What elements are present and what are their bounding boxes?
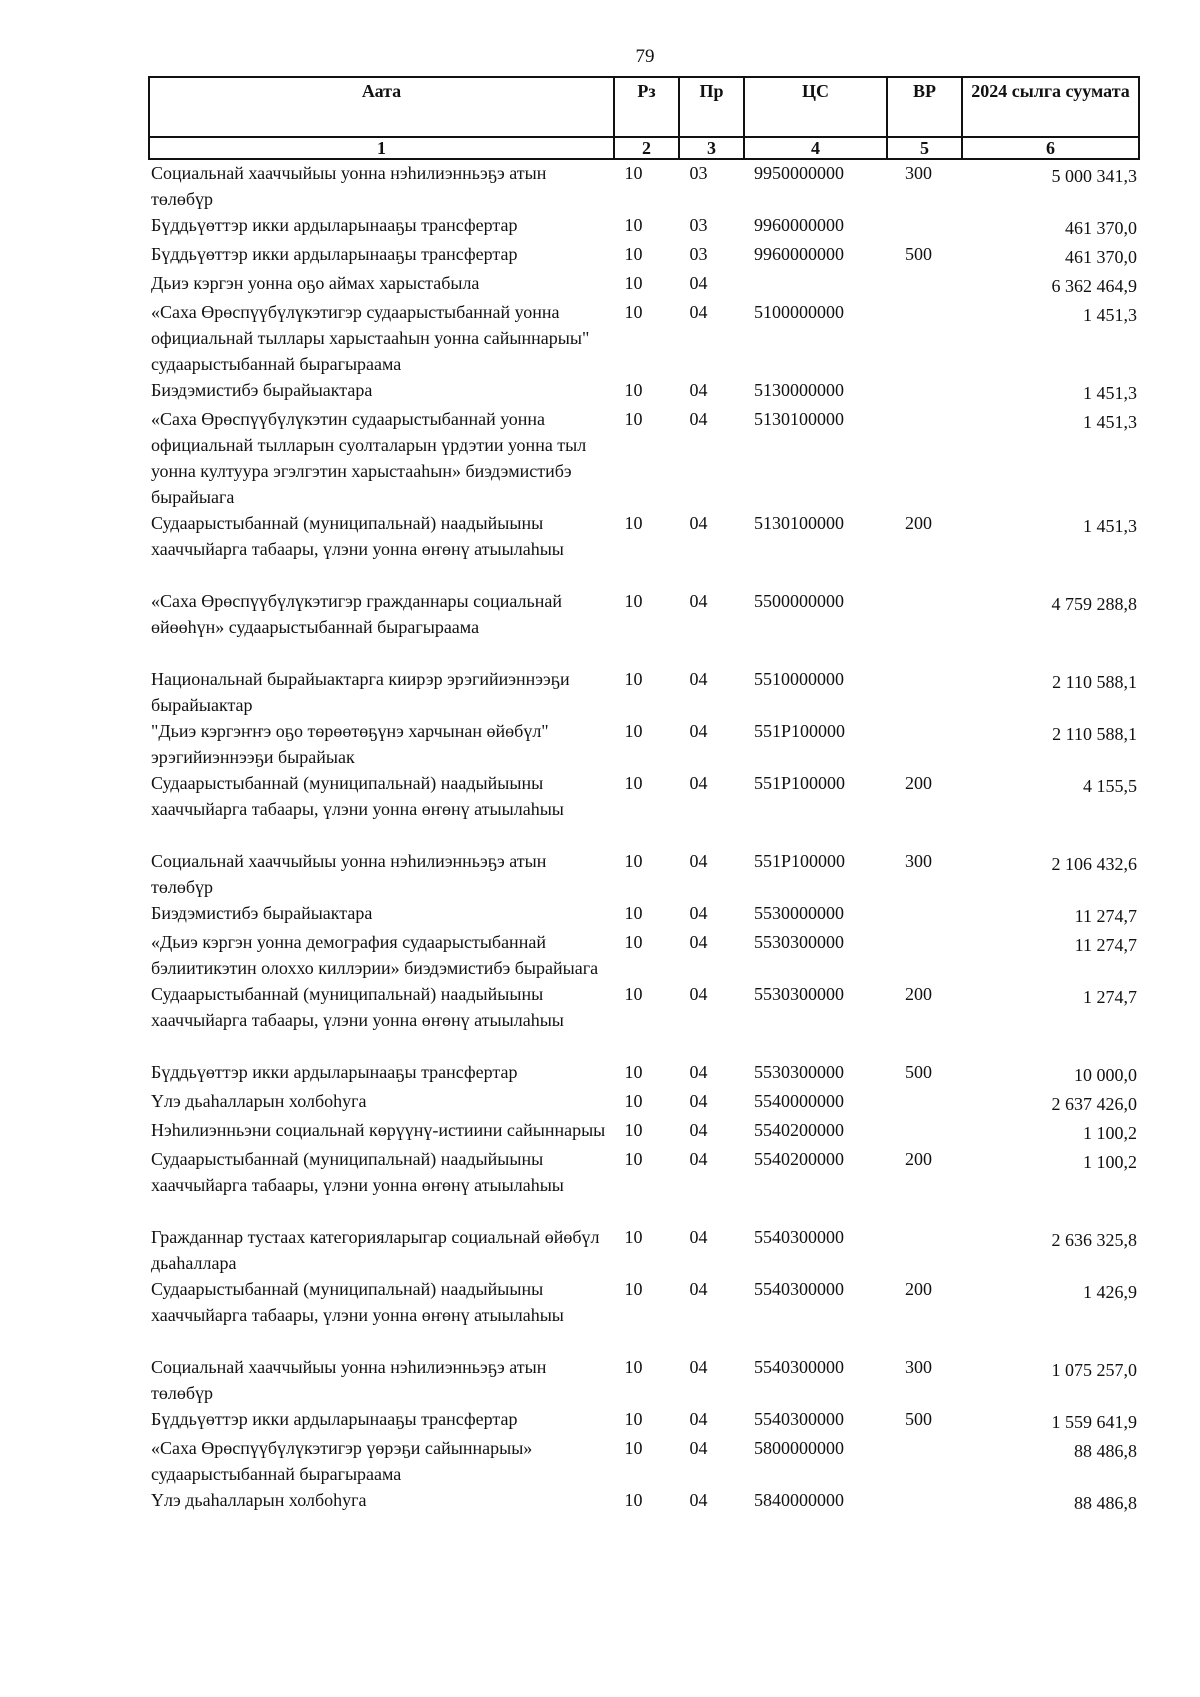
row-rz: 10 [624,215,643,235]
table-row [149,666,1139,718]
row-vr [887,1435,962,1487]
row-cs: 5130100000 [754,513,844,533]
row-cs: 5510000000 [754,669,844,689]
row-vr: 200 [905,1149,932,1169]
table-row [149,1224,1139,1276]
row-cs: 5540300000 [754,1409,844,1429]
row-pr: 04 [689,513,708,533]
column-number: 2 [614,137,679,159]
row-sum: 2 110 588,1 [1052,672,1137,692]
row-rz: 10 [624,302,643,322]
row-sum: 461 370,0 [1065,218,1137,238]
row-vr: 500 [905,244,932,264]
row-cs: 551Р100000 [754,721,846,741]
row-sum: 1 100,2 [1083,1152,1137,1172]
row-rz: 10 [624,773,643,793]
row-sum: 11 274,7 [1074,906,1137,926]
table-row [149,770,1139,848]
row-name: «Саха Өрөспүүбүлүкэтигэр судаарыстыбаннай уонна официальнай тыллары харыстааһын уонна сайыннарыы" судаарыстыбаннай бырагыраама [151,302,590,374]
row-cs: 5540000000 [754,1091,844,1111]
row-sum: 4 759 288,8 [1051,594,1137,614]
row-cs: 9950000000 [754,163,844,183]
table-row [149,1146,1139,1224]
column-number: 6 [962,137,1139,159]
row-cs: 5840000000 [754,1490,844,1510]
table-row [149,1117,1139,1146]
table-row [149,1406,1139,1435]
table-row [149,1487,1139,1516]
row-sum: 1 075 257,0 [1051,1360,1137,1380]
row-cs: 5540300000 [754,1357,844,1377]
row-name: Бүддьүөттэр икки ардыларынааҕы трансфертар [151,244,518,264]
row-rz: 10 [624,591,643,611]
row-pr: 04 [689,1438,708,1458]
row-rz: 10 [624,669,643,689]
row-sum: 88 486,8 [1074,1441,1137,1461]
row-sum: 6 362 464,9 [1051,276,1137,296]
row-cs: 5540300000 [754,1227,844,1247]
row-name: Бүддьүөттэр икки ардыларынааҕы трансфертар [151,1409,518,1429]
row-cs: 5540200000 [754,1149,844,1169]
row-rz: 10 [624,903,643,923]
row-vr [887,900,962,929]
row-pr: 03 [689,163,708,183]
row-pr: 03 [689,244,708,264]
row-cs: 551Р100000 [754,773,846,793]
table-row [149,1435,1139,1487]
row-rz: 10 [624,984,643,1004]
row-pr: 04 [689,591,708,611]
row-pr: 04 [689,903,708,923]
row-pr: 04 [689,1120,708,1140]
row-vr [887,666,962,718]
table-row [149,848,1139,900]
header-pr: Пр [679,77,744,137]
table-row [149,588,1139,666]
header-row [149,77,1139,137]
table-row [149,159,1139,212]
table-row [149,406,1139,510]
header-rz: Рз [614,77,679,137]
header-name: Аата [149,77,614,137]
row-name: Социальнай хааччыйыы уонна нэһилиэнньэҕэ атын төлөбүр [151,851,547,897]
column-number: 3 [679,137,744,159]
row-rz: 10 [624,1091,643,1111]
row-pr: 04 [689,1357,708,1377]
row-rz: 10 [624,163,643,183]
row-rz: 10 [624,1120,643,1140]
row-pr: 04 [689,721,708,741]
row-sum: 1 274,7 [1083,987,1137,1007]
row-sum: 1 426,9 [1083,1282,1137,1302]
header-vr: ВР [887,77,962,137]
row-rz: 10 [624,721,643,741]
row-sum: 88 486,8 [1074,1493,1137,1513]
table-row [149,510,1139,588]
row-pr: 04 [689,669,708,689]
row-vr: 500 [905,1062,932,1082]
row-sum: 1 451,3 [1083,383,1137,403]
row-cs: 551Р100000 [754,851,846,871]
row-rz: 10 [624,244,643,264]
row-cs: 5530300000 [754,984,844,1004]
table-row [149,929,1139,981]
row-name: Социальнай хааччыйыы уонна нэһилиэнньэҕэ атын төлөбүр [151,1357,547,1403]
row-cs: 9960000000 [754,215,844,235]
row-name: Судаарыстыбаннай (муниципальнай) наадыйыыны хааччыйарга табаары, үлэни уонна өҥөнү атыылаһыы [151,773,564,819]
row-pr: 04 [689,409,708,429]
row-vr [887,1487,962,1516]
row-sum: 1 451,3 [1083,412,1137,432]
table-row [149,900,1139,929]
row-pr: 04 [689,302,708,322]
row-sum: 1 451,3 [1083,516,1137,536]
row-rz: 10 [624,1279,643,1299]
table-body [149,159,1139,1516]
row-rz: 10 [624,1409,643,1429]
row-name: Биэдэмистибэ бырайыактара [151,903,373,923]
row-pr: 04 [689,1091,708,1111]
row-name: Социальнай хааччыйыы уонна нэһилиэнньэҕэ атын төлөбүр [151,163,547,209]
table-row [149,1354,1139,1406]
row-pr: 04 [689,1227,708,1247]
table-row [149,241,1139,270]
row-rz: 10 [624,851,643,871]
row-name: Национальнай бырайыактарга киирэр эрэгийиэннээҕи бырайыактар [151,669,570,715]
row-rz: 10 [624,1490,643,1510]
row-pr: 04 [689,851,708,871]
row-rz: 10 [624,513,643,533]
table-row [149,212,1139,241]
row-name: «Саха Өрөспүүбүлүкэтигэр гражданнары социальнай өйөөһүн» судаарыстыбаннай бырагыраама [151,591,563,637]
header-sum: 2024 сылга суумата [962,77,1139,137]
table-row [149,299,1139,377]
row-name: Бүддьүөттэр икки ардыларынааҕы трансфертар [151,215,518,235]
column-number-row [149,137,1139,159]
column-number: 4 [744,137,887,159]
table-row [149,718,1139,770]
row-pr: 04 [689,1149,708,1169]
row-name: Бүддьүөттэр икки ардыларынааҕы трансфертар [151,1062,518,1082]
row-pr: 03 [689,215,708,235]
row-vr: 200 [905,984,932,1004]
row-cs: 5500000000 [754,591,844,611]
row-cs: 5530000000 [754,903,844,923]
row-vr: 300 [905,851,932,871]
row-sum: 1 100,2 [1083,1123,1137,1143]
row-sum: 2 106 432,6 [1051,854,1137,874]
row-vr: 200 [905,1279,932,1299]
header-cs: ЦС [744,77,887,137]
row-vr [887,1117,962,1146]
row-cs: 5130100000 [754,409,844,429]
row-rz: 10 [624,273,643,293]
row-name: Дьиэ кэргэн уонна оҕо аймах харыстабыла [151,273,480,293]
budget-table [148,76,1140,1516]
column-number: 1 [149,137,614,159]
row-cs: 5130000000 [754,380,844,400]
row-pr: 04 [689,1409,708,1429]
row-name: Биэдэмистибэ бырайыактара [151,380,373,400]
row-cs: 5530300000 [754,1062,844,1082]
table-row [149,1088,1139,1117]
table-row [149,1059,1139,1088]
row-rz: 10 [624,1062,643,1082]
row-sum: 11 274,7 [1074,935,1137,955]
row-pr: 04 [689,273,708,293]
row-cs: 9960000000 [754,244,844,264]
row-rz: 10 [624,1149,643,1169]
row-sum: 1 451,3 [1083,305,1137,325]
row-name: Нэһилиэнньэни социальнай көрүүнү-истиини сайыннарыы [151,1120,606,1140]
row-vr: 200 [905,513,932,533]
row-vr: 300 [905,163,932,183]
table-row [149,1276,1139,1354]
row-pr: 04 [689,380,708,400]
row-name: Гражданнар тустаах категорияларыгар социальнай өйөбүл дьаһаллара [151,1227,600,1273]
row-name: «Дьиэ кэргэн уонна демография судаарыстыбаннай бэлиитикэтин олоххо киллэрии» биэдэмистибэ бырайыага [151,932,599,978]
row-sum: 2 110 588,1 [1052,724,1137,744]
row-name: Судаарыстыбаннай (муниципальнай) наадыйыыны хааччыйарга табаары, үлэни уонна өҥөнү атыылаһыы [151,513,564,559]
row-vr [887,718,962,770]
row-vr [887,406,962,510]
row-cs: 5100000000 [754,302,844,322]
row-name: Судаарыстыбаннай (муниципальнай) наадыйыыны хааччыйарга табаары, үлэни уонна өҥөнү атыылаһыы [151,1149,564,1195]
row-sum: 2 637 426,0 [1051,1094,1137,1114]
row-pr: 04 [689,984,708,1004]
row-vr [887,1088,962,1117]
row-vr [887,299,962,377]
row-name: Судаарыстыбаннай (муниципальнай) наадыйыыны хааччыйарга табаары, үлэни уонна өҥөнү атыылаһыы [151,984,564,1030]
row-cs: 5540300000 [754,1279,844,1299]
row-vr: 500 [905,1409,932,1429]
row-name: «Саха Өрөспүүбүлүкэтин судаарыстыбаннай уонна официальнай тылларын суолталарын үрдэтии уонна тыл уонна култуура эгэлгэтин харыстааһын» биэдэмистибэ бырайыага [151,409,587,507]
row-rz: 10 [624,1438,643,1458]
row-vr: 200 [905,773,932,793]
row-name: Үлэ дьаһалларын холбоһуга [151,1091,367,1111]
row-vr [887,270,962,299]
row-pr: 04 [689,932,708,952]
row-vr [887,377,962,406]
row-pr: 04 [689,1490,708,1510]
row-sum: 461 370,0 [1065,247,1137,267]
row-rz: 10 [624,409,643,429]
row-pr: 04 [689,773,708,793]
row-cs: 5540200000 [754,1120,844,1140]
table-row [149,270,1139,299]
row-vr [887,1224,962,1276]
row-rz: 10 [624,932,643,952]
row-name: "Дьиэ кэргэҥҥэ оҕо төрөөтөҕүнэ харчынан өйөбүл" эрэгийиэннээҕи бырайыак [151,721,549,767]
row-name: «Саха Өрөспүүбүлүкэтигэр үөрэҕи сайыннарыы» судаарыстыбаннай бырагыраама [151,1438,533,1484]
row-sum: 1 559 641,9 [1051,1412,1137,1432]
row-cs: 5530300000 [754,932,844,952]
row-sum: 4 155,5 [1083,776,1137,796]
row-pr: 04 [689,1062,708,1082]
row-name: Үлэ дьаһалларын холбоһуга [151,1490,367,1510]
row-vr [887,588,962,666]
column-number: 5 [887,137,962,159]
row-rz: 10 [624,1357,643,1377]
row-rz: 10 [624,380,643,400]
row-vr [887,929,962,981]
page-number: 79 [635,46,655,67]
row-cs [744,270,887,299]
row-sum: 10 000,0 [1074,1065,1137,1085]
row-vr [887,212,962,241]
row-name: Судаарыстыбаннай (муниципальнай) наадыйыыны хааччыйарга табаары, үлэни уонна өҥөнү атыылаһыы [151,1279,564,1325]
row-sum: 2 636 325,8 [1051,1230,1137,1250]
row-rz: 10 [624,1227,643,1247]
row-pr: 04 [689,1279,708,1299]
table-row [149,377,1139,406]
table-row [149,981,1139,1059]
table-header [149,77,1139,159]
row-vr: 300 [905,1357,932,1377]
row-sum: 5 000 341,3 [1051,166,1137,186]
row-cs: 5800000000 [754,1438,844,1458]
